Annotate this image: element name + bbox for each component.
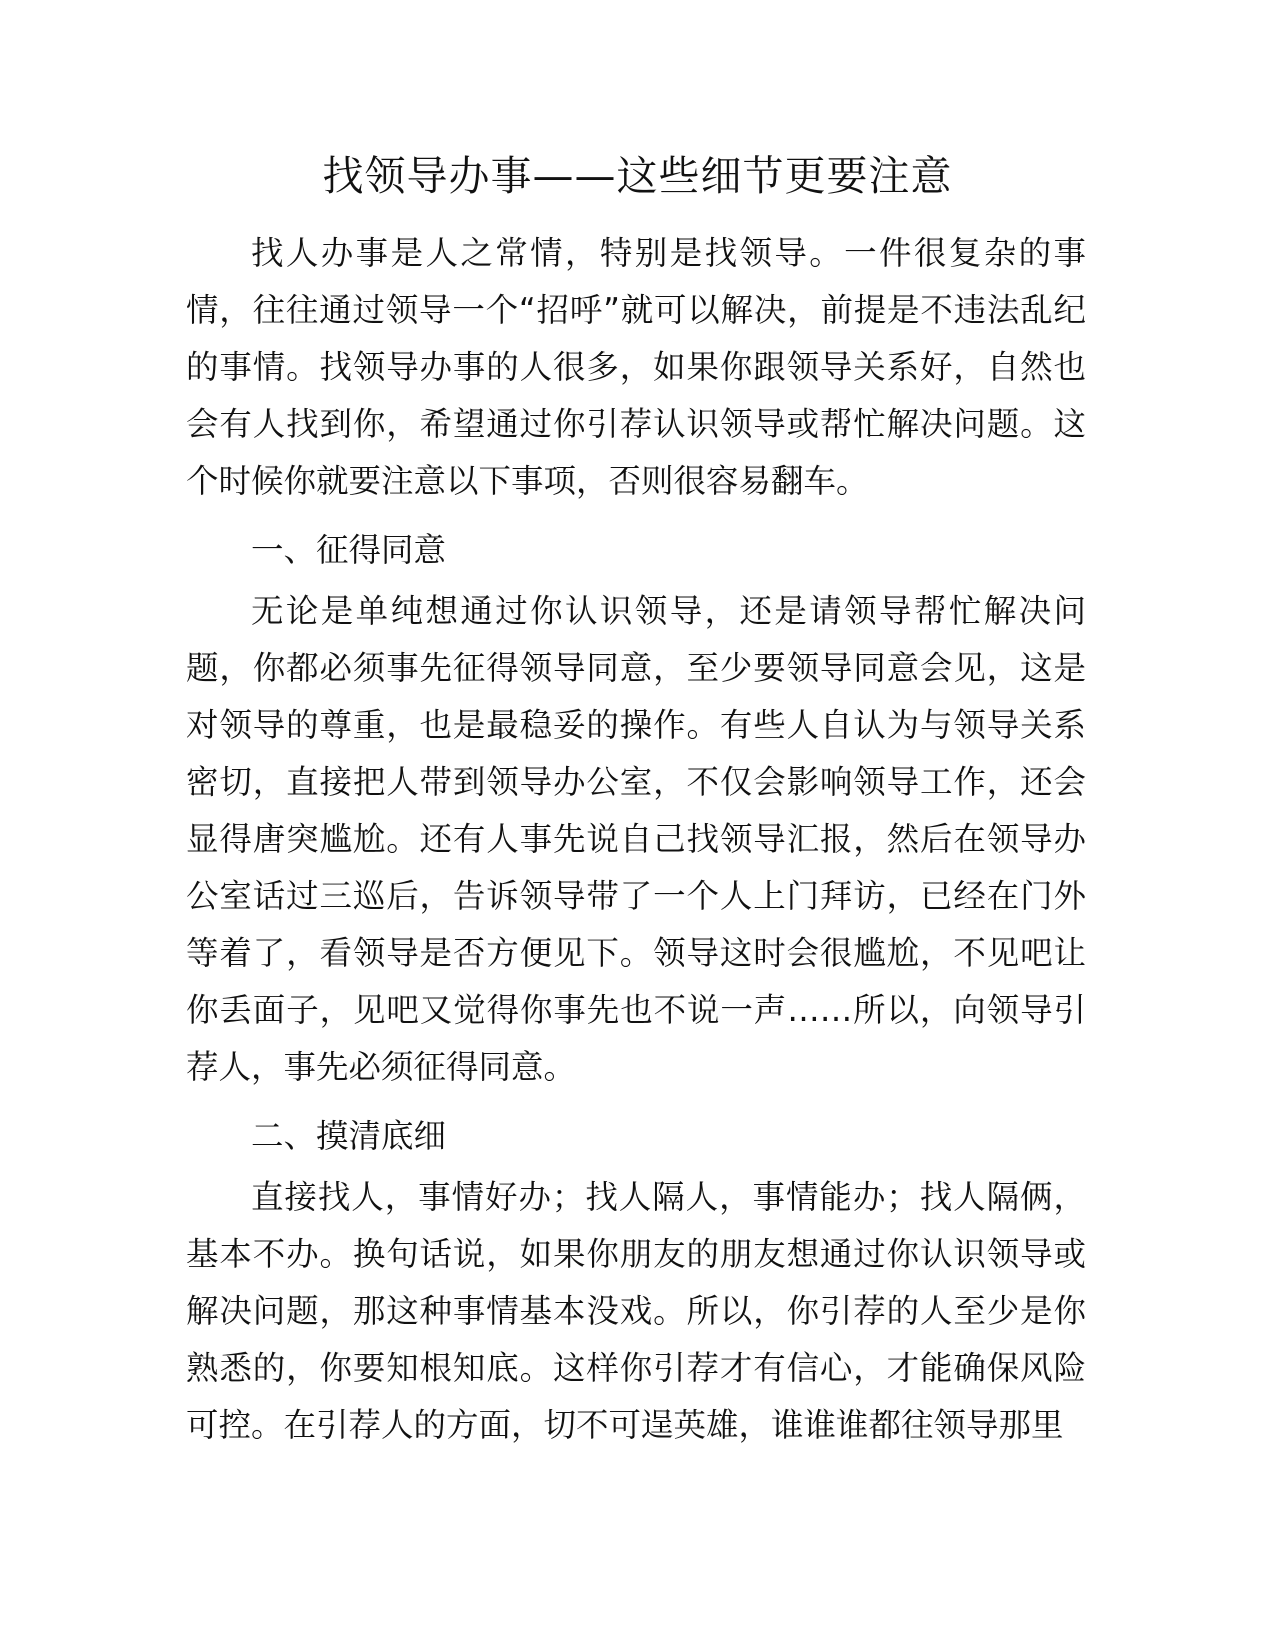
section-heading-2: 二、摸清底细 — [251, 1117, 447, 1155]
section-2-paragraph: 直接找人，事情好办；找人隔人，事情能办；找人隔俩，基本不办。换句话说，如果你朋友的朋友想通过你认识领导或解决问题，那这种事情基本没戏。所以，你引荐的人至少是你熟悉的，你要知根知底。这样你引荐才有信心，才能确保风险可控。在引荐人的方面，切不可逞英雄，谁谁谁都往领导那里 — [186, 1178, 1086, 1444]
document-title: 找领导办事——这些细节更要注意 — [322, 152, 953, 200]
intro-paragraph: 找人办事是人之常情，特别是找领导。一件很复杂的事情，往往通过领导一个“招呼”就可以解决，前提是不违法乱纪的事情。找领导办事的人很多，如果你跟领导关系好，自然也会有人找到你，希望通过你引荐认识领导或帮忙解决问题。这个时候你就要注意以下事项，否则很容易翻车。 — [186, 234, 1086, 500]
section-heading-1: 一、征得同意 — [251, 531, 447, 569]
section-1-paragraph: 无论是单纯想通过你认识领导，还是请领导帮忙解决问题，你都必须事先征得领导同意，至少要领导同意会见，这是对领导的尊重，也是最稳妥的操作。有些人自认为与领导关系密切，直接把人带到领导办公室，不仅会影响领导工作，还会显得唐突尴尬。还有人事先说自己找领导汇报，然后在领导办公室话过三巡后，告诉领导带了一个人上门拜访，已经在门外等着了，看领导是否方便见下。领导这时会很尴尬，不见吧让你丢面子，见吧又觉得你事先也不说一声……所以，向领导引荐人，事先必须征得同意。 — [186, 592, 1086, 1086]
document-body — [186, 225, 1086, 1454]
